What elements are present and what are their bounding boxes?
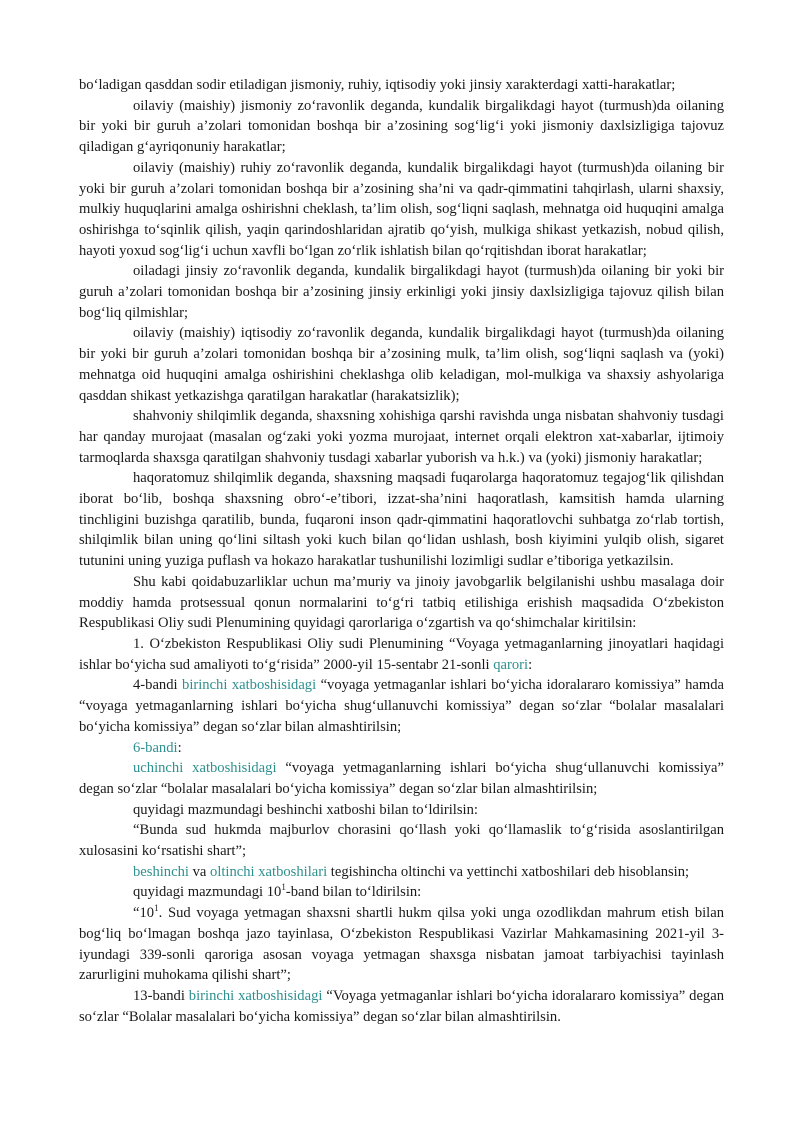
paragraph-text: “voyaga yetmaganlar ishlari bo‘yicha idoralararo komissiya” hamda “voyaga yetmaganlarning ishlari bo‘yicha shug‘ullanuvchi komissiya” degan so‘zlar “bolalar masalalari bo‘yicha komissiya” degan so‘zlar bilan almashtirilsin; [79,677,725,735]
paragraph-text: oilaviy (maishiy) jismoniy zo‘ravonlik deganda, kundalik birgalikdagi hayot (turmush)da oilaning bir yoki bir guruh a’zolari tomonidan boshqa bir a’zosining sog‘lig‘i yoki jismoniy daxlsizligiga tajovuz qiladigan g‘ayriqonuniy harakatlar; [79,97,724,156]
paragraph-12 [79,758,724,799]
paragraph-text: : [177,739,182,756]
paragraph-text: -band bilan to‘ldirilsin: [285,884,422,901]
superscript: 1 [154,903,159,914]
paragraph-5 [79,323,724,406]
decision-link[interactable]: qarori [493,656,529,673]
paragraph-10 [79,675,724,737]
paragraph-text: quyidagi mazmundagi 10 [133,884,282,901]
paragraph-1 [79,75,724,96]
paragraph-text: “Bunda sud hukmda majburlov chorasini qo‘llash yoki qo‘llamaslik to‘g‘risida asoslantirilgan xulosasini ko‘rsatishi shart”; [79,822,724,860]
paragraph-15 [79,862,724,883]
paragraph-2 [79,96,724,158]
paragraph-9 [79,634,724,675]
third-subparagraph-link[interactable]: uchinchi xatboshisidagi [133,760,277,777]
paragraph-text: oiladagi jinsiy zo‘ravonlik deganda, kundalik birgalikdagi hayot (turmush)da oilaning bir yoki bir guruh a’zolari tomonidan boshqa bir a’zosining jinsiy erkinligi yoki jinsiy daxlsizligiga tajovuz qilish bilan bog‘liq qilmishlar; [79,263,724,321]
paragraph-text: “10 [133,905,155,922]
paragraph-text: shahvoniy shilqimlik deganda, shaxsning xohishiga qarshi ravishda unga nisbatan shahvoniy tusdagi har qanday murojaat (masalan og‘zaki yoki yozma murojaat, internet orqali elektron xat-xabarlar, ijtimoiy tarmoqlarda shaxsga qaratilgan shahvoniy tusdagi xabarlar yuborish va h.k.) va (yoki) jismoniy harakatlar; [79,408,724,466]
paragraph-text: 1. O‘zbekiston Respublikasi Oliy sudi Plenumining “Voyaga yetmaganlarning jinoyatlari haqidagi ishlar bo‘yicha sud amaliyoti to‘g‘risida” 2000-yil 15-sentabr 21-sonli [79,635,724,673]
clause-6-link[interactable]: 6-bandi [133,739,178,756]
paragraph-text: oilaviy (maishiy) iqtisodiy zo‘ravonlik deganda, kundalik birgalikdagi hayot (turmush)da oilaning bir yoki bir guruh a’zolari tomonidan boshqa bir a’zosining mulk, ta’lim olish, sog‘liqni saqlash va (yoki) mehnatga oid huquqini amalga oshirishini cheklashga olib keladigan, mol-mulkiga va shaxsiy ashyolariga qasddan shikast yetkazishga qaratilgan harakatlar (harakatsizlik); [79,325,724,404]
paragraph-6 [79,406,724,468]
paragraph-text: oilaviy (maishiy) ruhiy zo‘ravonlik deganda, kundalik birgalikdagi hayot (turmush)da oilaning bir yoki bir guruh a’zolari tomonidan boshqa bir a’zosining sha’ni va qadr-qimmatini tahqirlash, ularni shaxsiy, mulkiy huquqlarini amalga oshirishni cheklash, ta’lim olish, sog‘liqni saqlash, mehnatga oid huquqini amalga oshirishga to‘sqinlik qilish, yaqin qarindoshlaridan ajratib qo‘yish, mulkiga shikast yetkazish, nobud qilish, hayoti yoxud sog‘lig‘i uchun xavfli bo‘lgan zo‘rlik ishlatish bilan qo‘rqitishdan iborat harakatlar; [79,159,724,259]
superscript: 1 [281,882,286,893]
paragraph-text: Shu kabi qoidabuzarliklar uchun ma’muriy va jinoiy javobgarlik belgilanishi ushbu masalaga doir moddiy hamda protsessual qonun normalarini to‘g‘ri tatbiq etilishiga erishish maqsadida O‘zbekiston Respublikasi Oliy sudi Plenumining quyidagi qarorlariga o‘zgartish va qo‘shimchalar kiritilsin: [79,573,724,632]
first-subparagraph-link[interactable]: birinchi xatboshisidagi [188,987,323,1004]
paragraph-text: va [188,863,211,880]
paragraph-4 [79,261,724,323]
sixth-subparagraphs-link[interactable]: oltinchi xatboshilari [210,863,328,880]
paragraph-text: 13-bandi [133,987,189,1004]
paragraph-text: quyidagi mazmundagi beshinchi xatboshi bilan to‘ldirilsin: [133,801,478,818]
paragraph-8 [79,572,724,634]
paragraph-text: 4-bandi [133,677,183,694]
paragraph-text: . Sud voyaga yetmagan shaxsni shartli hukm qilsa yoki unga ozodlikdan mahrum etish bilan bog‘liq bo‘lmagan boshqa jazo tayinlasa, O‘zbekiston Respublikasi Vazirlar Mahkamasining 2021-yil 3-iyundagi 339-sonli qaroriga asosan voyaga yetmagan shaxsga nisbatan jamoat tarbiyachisi tayinlash zarurligini muhokama qilishi shart”; [79,905,724,984]
paragraph-7 [79,468,724,572]
paragraph-text: : [528,656,533,673]
paragraph-text: “Voyaga yetmaganlar ishlari bo‘yicha idoralararo komissiya” degan so‘zlar “Bolalar masalalari bo‘yicha komissiya” degan so‘zlar bilan almashtirilsin. [79,987,724,1025]
paragraph-16 [79,882,724,903]
paragraph-18 [79,986,724,1027]
first-subparagraph-link[interactable]: birinchi xatboshisidagi [182,677,317,694]
paragraph-3 [79,158,724,262]
paragraph-text: bo‘ladigan qasddan sodir etiladigan jismoniy, ruhiy, iqtisodiy yoki jinsiy xarakterdagi xatti-harakatlar; [79,77,676,93]
paragraph-text: “voyaga yetmaganlarning ishlari bo‘yicha shug‘ullanuvchi komissiya” degan so‘zlar “bolalar masalalari bo‘yicha komissiya” degan so‘zlar bilan almashtirilsin; [79,760,724,797]
paragraph-14 [79,820,724,861]
paragraph-13 [79,800,724,821]
paragraph-text: haqoratomuz shilqimlik deganda, shaxsning maqsadi fuqarolarga haqoratomuz tegajog‘lik qilishdan iborat bo‘lib, boshqa shaxsning obro‘-e’tibori, izzat-sha’nini haqoratlash, kamsitish hamda ularning tinchligini buzishga qaratilib, bunda, fuqaroni inson qadr-qimmatini haqoratlovchi suhbatga zo‘rlab tortish, shilqimlik bilan uning qo‘lini siltash yoki kuch bilan qo‘lidan ushlash, bosh kiyimini yulqib olish, sigaret tutunini uning yuziga puflash va hokazo harakatlar tushunilishi lozimligi sudlar e’tiboriga yetkazilsin. [79,470,724,570]
fifth-subparagraph-link[interactable]: beshinchi [133,863,189,880]
paragraph-text: tegishincha oltinchi va yettinchi xatboshilari deb hisoblansin; [327,863,690,880]
paragraph-17 [79,903,724,986]
paragraph-11 [79,738,724,759]
